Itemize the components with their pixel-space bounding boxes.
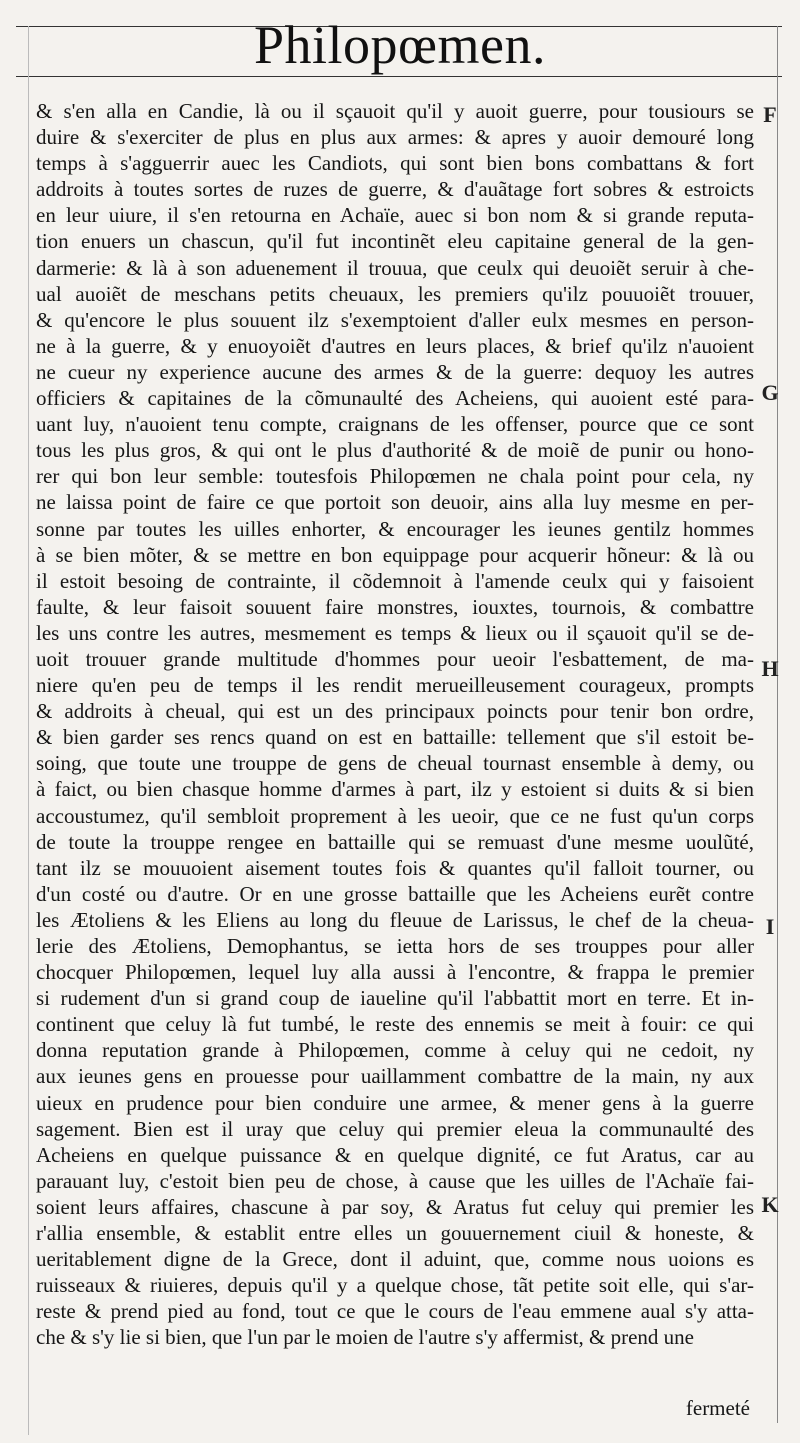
text-line: ne laissa point de faire ce que portoit son deuoir, ains alla luy mesme en per-	[36, 490, 754, 515]
text-line: & addroits à cheual, qui est un des principaux poincts pour tenir bon ordre,	[36, 699, 754, 724]
running-title: Philopœmen.	[253, 15, 546, 75]
text-line: sonne par toutes les uilles enhorter, & encourager les ieunes gentilz hommes	[36, 516, 754, 541]
text-line: ne à la guerre, & y enuoyoiẽt d'autres en leurs places, & brief qu'ilz n'auoient	[36, 333, 754, 358]
text-line: temps à s'agguerrir auec les Candiots, qui sont bien bons combattans & fort	[36, 151, 754, 176]
text-line: tion enuers un chascun, qu'il fut incontinẽt eleu capitaine general de la gen-	[36, 229, 754, 254]
text-line: les Ætoliens & les Eliens au long du fleuue de Larissus, le chef de la cheua-	[36, 907, 754, 932]
text-line: d'un costé ou d'autre. Or en une grosse battaille que les Acheiens eurẽt contre	[36, 881, 754, 906]
text-line: continent que celuy là fut tumbé, le reste des ennemis se meit à fouir: ce qui	[36, 1012, 754, 1037]
text-line: rer qui bon leur semble: toutesfois Philopœmen ne chala point pour cela, ny	[36, 464, 754, 489]
text-line: officiers & capitaines de la cõmunaulté des Acheiens, qui auoient esté para-	[36, 386, 754, 411]
text-line: en leur uiure, il s'en retourna en Achaïe, auec si bon nom & si grande reputa-	[36, 203, 754, 228]
text-line: r'allia ensemble, & establit entre elles un gouuernement ciuil & honeste, &	[36, 1221, 754, 1246]
inner-margin-rule	[28, 26, 29, 1435]
text-line: à se bien mõter, & se mettre en bon equippage pour acquerir hõneur: & là ou	[36, 542, 754, 567]
text-line: tant ilz se mouuoient aisement toutes fois & quantes qu'il falloit tourner, ou	[36, 855, 754, 880]
text-line: niere qu'en peu de temps il les rendit merueilleusement courageux, prompts	[36, 673, 754, 698]
text-line: uant luy, n'auoient tenu compte, craignans de les offenser, pource que ce sont	[36, 412, 754, 437]
text-line: che & s'y lie si bien, que l'un par le moien de l'autre s'y affermist, & prend une	[36, 1325, 694, 1350]
text-line: uoit trouuer grande multitude d'hommes pour ueoir l'esbattement, de ma-	[36, 646, 754, 671]
header-rule-bottom	[16, 76, 782, 77]
text-line: soing, que toute une trouppe de gens de cheual tournast ensemble à demy, ou	[36, 751, 754, 776]
margin-marker-f: F	[763, 102, 777, 127]
text-line: soient leurs affaires, chascune à par soy, & Aratus fut celuy qui premier les	[36, 1194, 754, 1219]
text-line: si rudement d'un si grand coup de iaueline qu'il l'abbattit mort en terre. Et in-	[36, 986, 754, 1011]
text-line: & qu'encore le plus souuent ilz s'exemptoient d'aller eulx mesmes en person-	[36, 307, 754, 332]
text-line: darmerie: & là à son aduenement il trouua, que ceulx qui deuoiẽt seruir à che-	[36, 255, 754, 280]
margin-marker-i: I	[765, 914, 775, 939]
text-line: uieux en prudence pour bien conduire une armee, & mener gens à la guerre	[36, 1090, 754, 1115]
body-text	[36, 98, 754, 1351]
text-line: ual auoiẽt de meschans petits cheuaux, les premiers qu'ilz pouuoiẽt trouuer,	[36, 281, 754, 306]
text-line: les uns contre les autres, mesmement es temps & lieux ou il sçauoit qu'il se de-	[36, 620, 754, 645]
text-line: aux ieunes gens en prouesse pour uaillamment combattre de la main, ny aux	[36, 1064, 754, 1089]
text-line: duire & s'exerciter de plus en plus aux armes: & apres y auoir demouré long	[36, 125, 754, 150]
text-line: de toute la trouppe rengee en battaille qui se remuast d'une mesme uoulũté,	[36, 829, 754, 854]
margin-marker-h: H	[761, 656, 779, 681]
text-line: ueritablement digne de la Grece, dont il aduint, que, comme nous uoions es	[36, 1247, 754, 1272]
text-line: lerie des Ætoliens, Demophantus, se ietta hors de ses trouppes pour aller	[36, 934, 754, 958]
text-line: sagement. Bien est il uray que celuy qui premier eleua la communaulté des	[36, 1116, 754, 1141]
margin-marker-k: K	[761, 1192, 779, 1217]
text-line: donna reputation grande à Philopœmen, comme à celuy qui ne cedoit, ny	[36, 1038, 754, 1063]
text-line: à faict, ou bien chasque homme d'armes à part, ilz y estoient si duits & si bien	[36, 777, 754, 802]
text-line: chocquer Philopœmen, lequel luy alla aussi à l'encontre, & frappa le premier	[36, 960, 754, 985]
text-line: Acheiens en quelque puissance & en quelque dignité, ce fut Aratus, car au	[36, 1142, 754, 1167]
text-line: parauant luy, c'estoit bien peu de chose, à cause que les uilles de l'Achaïe fai-	[36, 1168, 754, 1193]
text-line: & bien garder ses rencs quand on est en battaille: tellement que s'il estoit be-	[36, 725, 754, 750]
text-line: ne cueur ny experience aucune des armes & de la guerre: dequoy les autres	[36, 359, 754, 384]
text-line: faulte, & leur faisoit souuent faire monstres, iouxtes, tournois, & combattre	[36, 594, 754, 619]
text-line: reste & prend pied au fond, tout ce que le cours de l'eau emmene aual s'y atta-	[36, 1299, 754, 1324]
text-line: ruisseaux & riuieres, depuis qu'il y a quelque chose, tãt petite soit elle, qui s'ar-	[36, 1273, 754, 1298]
text-line: accoustumez, qu'il sembloit proprement à les ueoir, que ce ne fust qu'un corps	[36, 803, 754, 828]
text-line: addroits à toutes sortes de ruzes de guerre, & d'auãtage fort sobres & estroicts	[36, 177, 754, 202]
text-line: & s'en alla en Candie, là ou il sçauoit qu'il y auoit guerre, pour tousiours se	[36, 99, 754, 123]
text-line: il estoit besoing de contrainte, il cõdemnoit à l'amende ceulx qui y faisoient	[36, 568, 754, 593]
margin-marker-g: G	[761, 380, 779, 405]
catchword: fermeté	[685, 1396, 750, 1420]
text-line: tous les plus gros, & qui ont le plus d'authorité & de moiẽ de punir ou hono-	[36, 438, 754, 463]
